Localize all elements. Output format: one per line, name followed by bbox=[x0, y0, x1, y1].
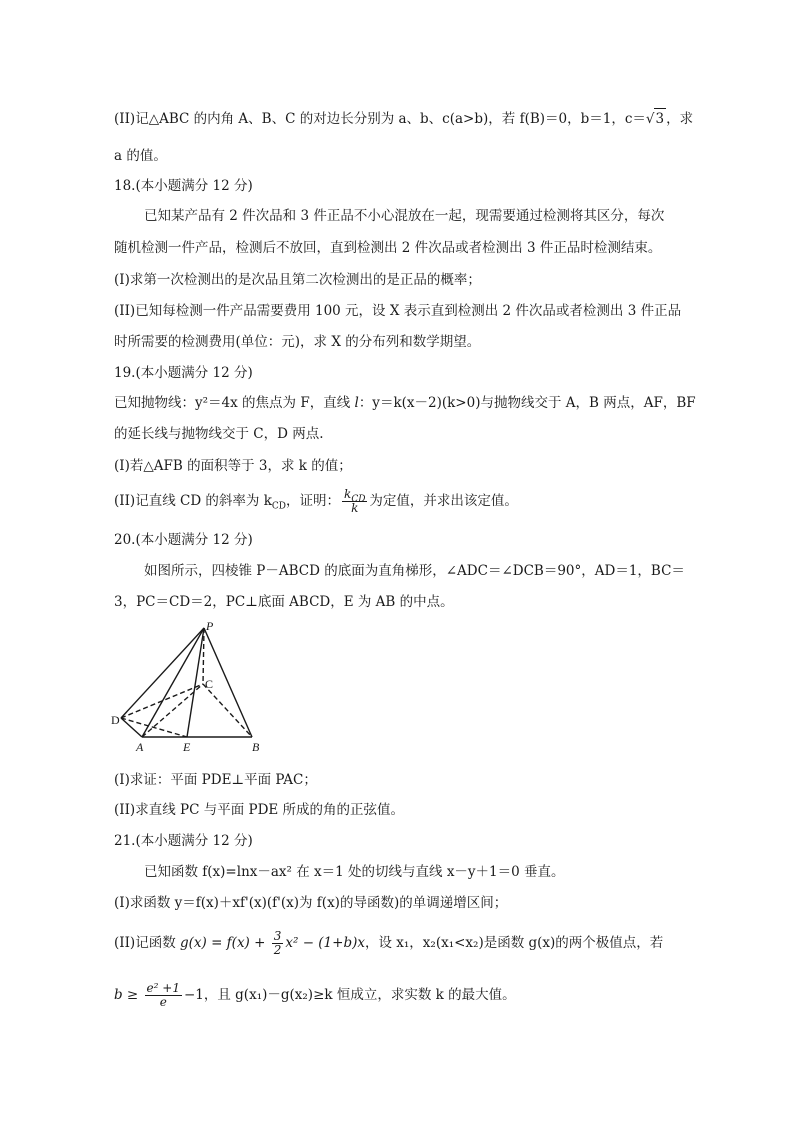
q21-heading: 21.(本小题满分 12 分) bbox=[114, 833, 253, 849]
sqrt-symbol: √ bbox=[645, 111, 655, 127]
label-A: A bbox=[136, 740, 144, 754]
q19-heading: 19.(本小题满分 12 分) bbox=[114, 365, 253, 381]
sqrt-value: 3 bbox=[654, 108, 667, 129]
q18-stem-line1: 已知某产品有 2 件次品和 3 件正品不小心混放在一起，现需要通过检测将其区分，每次 bbox=[144, 208, 665, 224]
q21-part1: (I)求函数 y＝f(x)＋xf'(x)(f'(x)为 f(x)的导函数)的单调递增区间； bbox=[114, 895, 508, 911]
label-B: B bbox=[252, 740, 260, 754]
q18-heading: 18.(本小题满分 12 分) bbox=[114, 178, 253, 194]
q17-part2-tail: ，求 bbox=[666, 111, 694, 127]
q19-stem-line2: 的延长线与抛物线交于 C，D 两点. bbox=[114, 426, 324, 442]
q20-heading: 20.(本小题满分 12 分) bbox=[114, 532, 253, 548]
g-definition: g(x) = f(x) + bbox=[180, 935, 270, 951]
e-squared-plus-one-over-e: $\frac{\text{e² +1}}{e}$ bbox=[146, 981, 180, 1009]
q17-part2-line2: a 的值。 bbox=[114, 148, 167, 164]
line-l-symbol: l bbox=[354, 395, 359, 411]
q18-stem-line2: 随机检测一件产品，检测后不放回，直到检测出 2 件次品或者检测出 3 件正品时检测结束。 bbox=[114, 240, 662, 256]
label-D: D bbox=[111, 713, 120, 727]
label-E: E bbox=[183, 740, 191, 754]
q18-part1: (I)求第一次检测出的是次品且第二次检测出的是正品的概率； bbox=[114, 272, 481, 288]
pyramid-figure bbox=[112, 618, 272, 758]
edge-AC bbox=[142, 684, 203, 737]
q19-part1: (I)若△AFB 的面积等于 3，求 k 的值； bbox=[114, 458, 352, 474]
q17-part2-text: (II)记△ABC 的内角 A、B、C 的对边长分别为 a、b、c(a>b)，若 f(B)＝0，b＝1，c＝ bbox=[114, 111, 646, 127]
edge-PC bbox=[203, 628, 204, 684]
edge-CB bbox=[203, 684, 252, 737]
q20-stem-line1: 如图所示，四棱锥 P－ABCD 的底面为直角梯形，∠ADC＝∠DCB＝90°，AD＝1，BC＝ bbox=[144, 563, 685, 579]
q17-part2-line1 bbox=[114, 108, 694, 129]
q20-stem-line2: 3，PC＝CD＝2，PC⊥底面 ABCD，E 为 AB 的中点。 bbox=[114, 594, 454, 610]
q18-part2-line2: 时所需要的检测费用(单位：元)，求 X 的分布列和数学期望。 bbox=[114, 334, 481, 350]
q20-part1: (I)求证：平面 PDE⊥平面 PAC； bbox=[114, 772, 317, 788]
q19-part2: (II)记直线 CD 的斜率为 $k_{CD}$，证明： $\frac{k_{CD}}{k}$ 为定值，并求出该定值。 bbox=[114, 487, 518, 515]
q21-stem: 已知函数 f(x)=lnx－ax² 在 x＝1 处的切线与直线 x－y＋1＝0 垂直。 bbox=[144, 864, 565, 880]
edge-PA bbox=[142, 628, 204, 737]
q21-part2-line1: (II)记函数 g(x) = f(x) + $\frac{3}{2}$ x² − (1+b)x，设 x₁，x₂(x₁<x₂)是函数 g(x)的两个极值点，若 bbox=[114, 929, 664, 957]
q18-part2-line1: (II)已知每检测一件产品需要费用 100 元，设 X 表示直到检测出 2 件次品或者检测出 3 件正品 bbox=[114, 303, 682, 319]
three-halves-fraction: $\frac{3}{2}$ bbox=[273, 929, 282, 957]
label-P: P bbox=[206, 619, 214, 633]
label-C: C bbox=[205, 677, 214, 691]
kcd-over-k-fraction: $\frac{k_{CD}}{k}$ bbox=[344, 487, 366, 515]
q21-part2-line2: b ≥ $\frac{\text{e² +1}}{e}$ −1，且 g(x₁)－g(x₂)≥k 恒成立，求实数 k 的最大值。 bbox=[114, 981, 516, 1009]
q20-part2: (II)求直线 PC 与平面 PDE 所成的角的正弦值。 bbox=[114, 802, 405, 818]
q19-stem-line1: 已知抛物线：y²＝4x 的焦点为 F，直线 l：y＝k(x－2)(k>0)与抛物线交于 A，B 两点，AF，BF bbox=[114, 395, 696, 411]
